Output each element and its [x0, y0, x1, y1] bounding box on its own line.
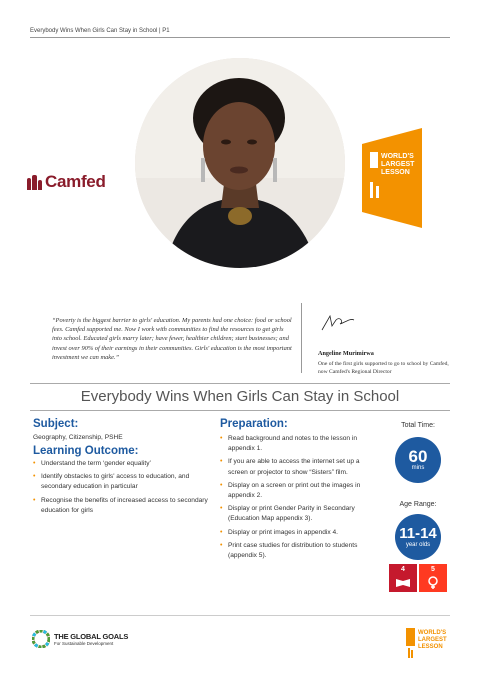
learning-outcome-heading: Learning Outcome:: [33, 445, 139, 457]
left-column: [33, 418, 208, 519]
wll-small-line-2: LARGEST: [418, 637, 447, 643]
header-divider: [30, 37, 450, 38]
sdg-5-icon: 5: [419, 564, 447, 592]
subject-text: Geography, Citizenship, PSHE: [33, 434, 123, 441]
list-item: • If you are able to access the internet set up a screen or projector to show “Sisters” film.: [220, 457, 370, 477]
portrait-photo: [135, 58, 345, 268]
quote-text: “Poverty is the biggest barrier to girls' education. My parents had one choice: food or school fees. Camfed supported me. Now I work with communities to find the resources to get girls into school. Educated girls marry later; have fewer, healthier children; start businesses; and invest over 90% of their earnings in their communities. Girls' education is the most important investment we can make.”: [52, 317, 292, 361]
quote-author-description: One of the first girls supported to go to school by Camfed, now Camfed's Regional Director: [318, 361, 449, 375]
total-time-label: Total Time:: [401, 422, 435, 429]
global-goals-wheel-icon: [32, 630, 50, 648]
total-time-unit: mins: [411, 465, 425, 471]
camfed-figures-icon: [27, 175, 43, 190]
total-time-circle: [395, 437, 441, 483]
age-range-label: Age Range:: [399, 501, 437, 508]
list-item: • Print case studies for distribution to students (appendix 5).: [220, 541, 370, 561]
list-item: • Identify obstacles to girls' access to education, and secondary education in particular: [33, 472, 208, 492]
footer-divider: [30, 615, 450, 616]
quote-author: Angeline Murimirwa: [318, 350, 374, 357]
wll-line-1: WORLD'S: [381, 153, 414, 160]
quote-divider: [301, 303, 302, 373]
age-range-unit: year olds: [405, 542, 431, 548]
total-time-value: 60: [408, 447, 428, 466]
age-range-circle: [395, 514, 441, 560]
list-item: • Display on a screen or print out the images in appendix 2.: [220, 481, 370, 501]
worlds-largest-lesson-small-logo: [406, 624, 448, 669]
wll-small-line-1: WORLD'S: [418, 630, 447, 636]
wll-small-line-3: LESSON: [418, 644, 443, 650]
wll-line-3: LESSON: [381, 169, 410, 176]
sdg-4-icon: 4: [389, 564, 417, 592]
page-title: Everybody Wins When Girls Can Stay in School: [80, 388, 400, 405]
camfed-logo: [27, 172, 106, 192]
page-header: Everybody Wins When Girls Can Stay in School | P1: [30, 28, 170, 34]
subject-heading: Subject:: [33, 418, 79, 430]
global-goals-logo: [32, 630, 128, 648]
middle-column: [220, 418, 370, 564]
age-range-value: 11-14: [399, 525, 437, 542]
preparation-list: [220, 434, 370, 561]
preparation-heading: Preparation:: [220, 418, 288, 430]
learning-outcome-list: [33, 459, 208, 516]
list-item: • Display or print Gender Parity in Secondary (Education Map appendix 3).: [220, 504, 370, 524]
global-goals-subtitle: For Sustainable Development: [54, 641, 114, 646]
list-item: • Recognise the benefits of increased access to secondary education for girls: [33, 496, 208, 516]
wll-line-2: LARGEST: [381, 161, 415, 168]
list-item: • Display or print images in appendix 4.: [220, 528, 370, 538]
right-column: [388, 418, 448, 592]
title-divider-top: [30, 383, 450, 384]
global-goals-title: THE GLOBAL GOALS: [54, 632, 129, 641]
sdg-icons: [388, 564, 448, 592]
worlds-largest-lesson-badge: [362, 128, 422, 233]
title-divider-bottom: [30, 410, 450, 411]
list-item: • Read background and notes to the lesson in appendix 1.: [220, 434, 370, 454]
camfed-logo-text: Camfed: [45, 172, 106, 191]
signature: [318, 312, 358, 339]
list-item: • Understand the term ‘gender equality’: [33, 459, 208, 469]
